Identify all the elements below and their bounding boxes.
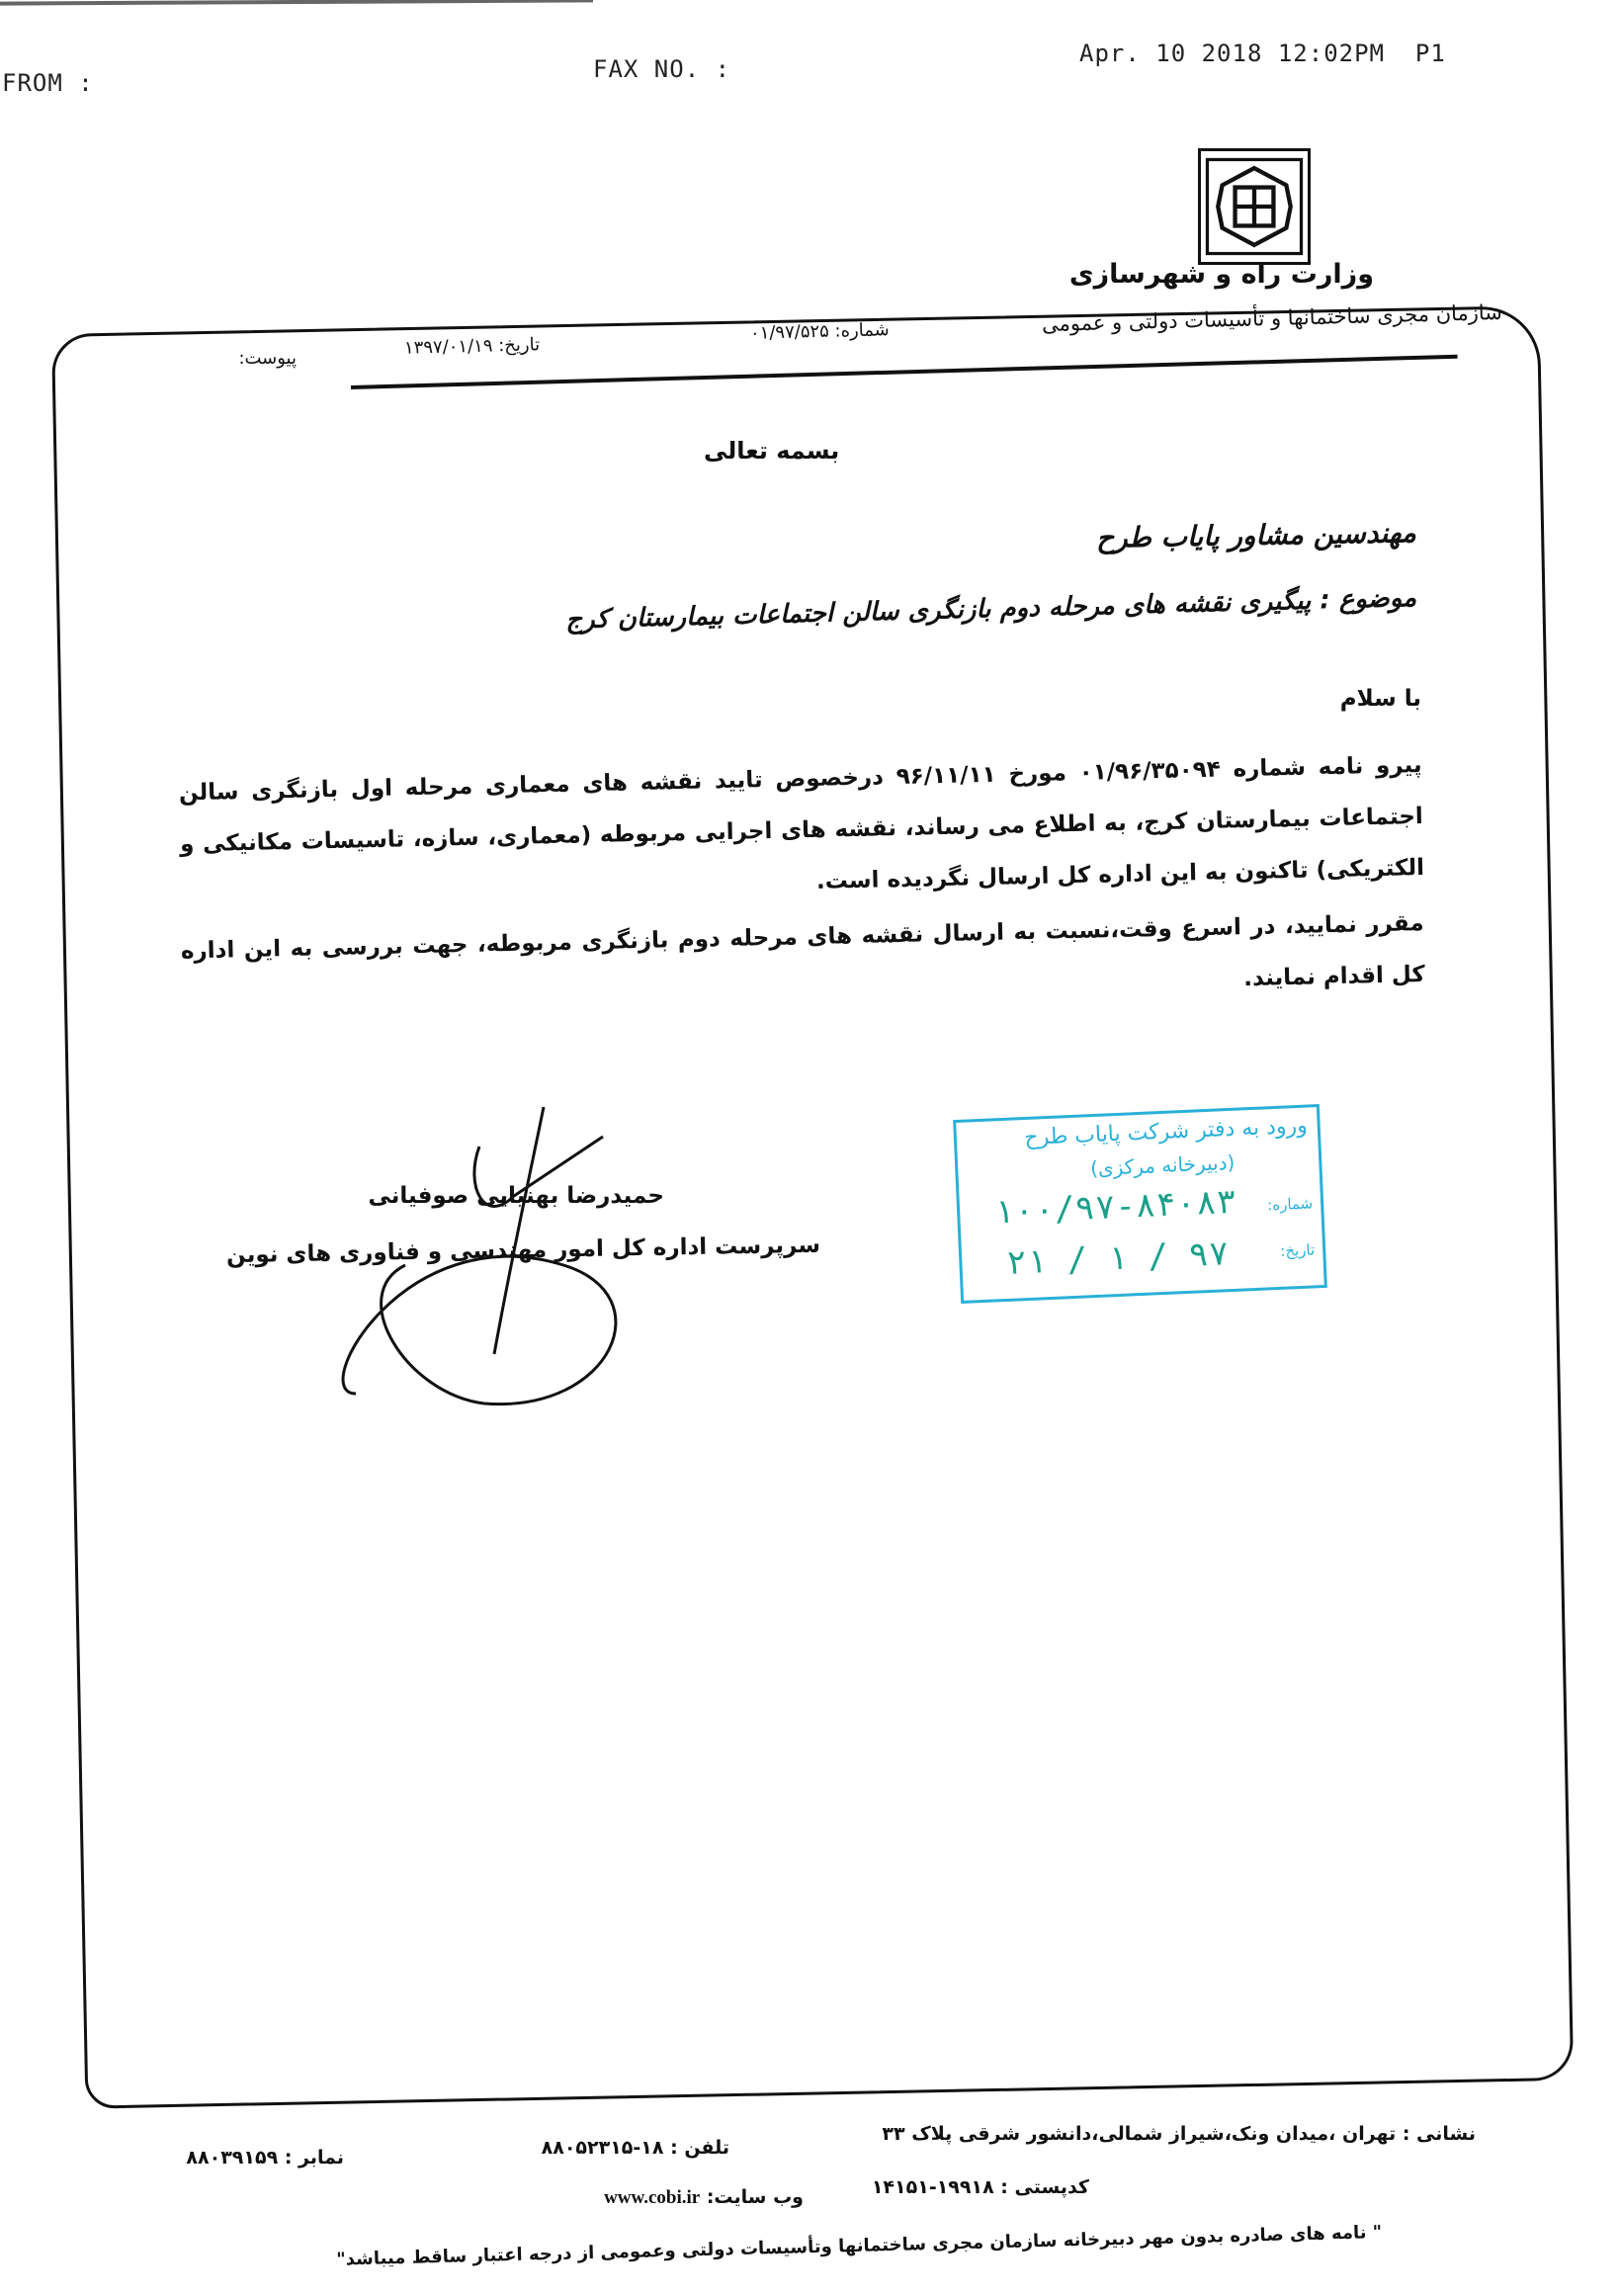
fax-timestamp [1079, 40, 1446, 67]
footer-phone: تلفن : ۱۸-۸۸۰۵۲۳۱۵ [541, 2137, 729, 2159]
footer-website [604, 2186, 804, 2209]
letter-number [750, 319, 890, 344]
stamp-number-label: شماره: [1266, 1194, 1314, 1215]
receipt-stamp [953, 1104, 1327, 1304]
invocation: بسمه تعالی [704, 437, 840, 465]
footer-postal-code: کدپستی : ۱۹۹۱۸-۱۴۱۵۱ [871, 2176, 1089, 2198]
fax-date: Apr. 10 2018 12:02PM [1079, 40, 1385, 67]
footer-fax: نمابر : ۸۸۰۳۹۱۵۹ [186, 2147, 344, 2168]
footer-address: نشانی : تهران ،میدان ونک،شیراز شمالی،دانشور شرقی پلاک ۳۳ [882, 2123, 1476, 2145]
stamp-date-label: تاریخ: [1279, 1240, 1316, 1260]
body-paragraph-1: پیرو نامه شماره ۰۱/۹۶/۳۵۰۹۴ مورخ ۹۶/۱۱/۱۱ درخصوص تایید نقشه های معماری مرحله اول بازنگری سالن اجتماعات بیمارستان کرج، به اطلاع می رساند، نقشه های اجرایی مربوطه (معماری، سازه، تاسیسات مکانیکی و الکتریکی) تاکنون به این اداره کل ارسال نگردیده است. [178, 751, 1425, 894]
body-paragraph-2: مقرر نمایید، در اسرع وقت،نسبت به ارسال نقشه های مرحله دوم بازنگری مربوطه، جهت بررسی به این اداره کل اقدام نمایند. [180, 909, 1426, 992]
number-label: شماره: [834, 319, 891, 342]
subject: موضوع : پیگیری نقشه های مرحله دوم بازنگری سالن اجتماعات بیمارستان کرج [564, 583, 1417, 636]
ministry-name: وزارت راه و شهرسازی [1068, 259, 1374, 290]
greeting: با سلام [1339, 686, 1421, 712]
stamp-title: ورود به دفتر شرکت پایاب طرح [1023, 1113, 1309, 1151]
recipient: مهندسین مشاور پایاب طرح [1095, 516, 1417, 554]
attachment-label: پیوست: [238, 348, 297, 369]
stamp-subtitle: (دبیرخانه مرکزی) [1089, 1149, 1236, 1181]
website-link[interactable]: www.cobi.ir [604, 2187, 701, 2208]
date-value: ۱۳۹۷/۰۱/۱۹ [403, 335, 493, 359]
organization-name: سازمان مجری ساختمانها و تأسیسات دولتی و عمومی [1041, 299, 1503, 337]
stamp-number-value: ۱۰۰/۹۷-۸۴۰۸۳ [992, 1181, 1237, 1233]
signer-title: سرپرست اداره کل امور مهندسی و فناوری های نوین [225, 1232, 821, 1269]
fax-page: P1 [1414, 40, 1446, 67]
signer-name: حمیدرضا بهنیایی صوفیانی [368, 1183, 664, 1209]
letter-date [404, 334, 541, 359]
stamp-date-value: ۹۷ / ۱ / ۲۱ [1005, 1233, 1231, 1283]
date-label: تاریخ: [497, 334, 541, 357]
footer-validity-note: " نامه های صادره بدون مهر دبیرخانه سازمان مجری ساختمانها وتأسیسات دولتی وعمومی از درجه اعتبار ساقط میباشد" [335, 2222, 1383, 2270]
ministry-emblem-icon [1198, 148, 1311, 265]
website-label: وب سایت: [706, 2186, 804, 2208]
fax-from: FROM : [2, 69, 94, 97]
page-edge [0, 0, 593, 6]
number-value: ۰۱/۹۷/۵۲۵ [750, 320, 830, 344]
letter-frame [51, 305, 1574, 2109]
fax-number: FAX NO. : [593, 55, 731, 83]
